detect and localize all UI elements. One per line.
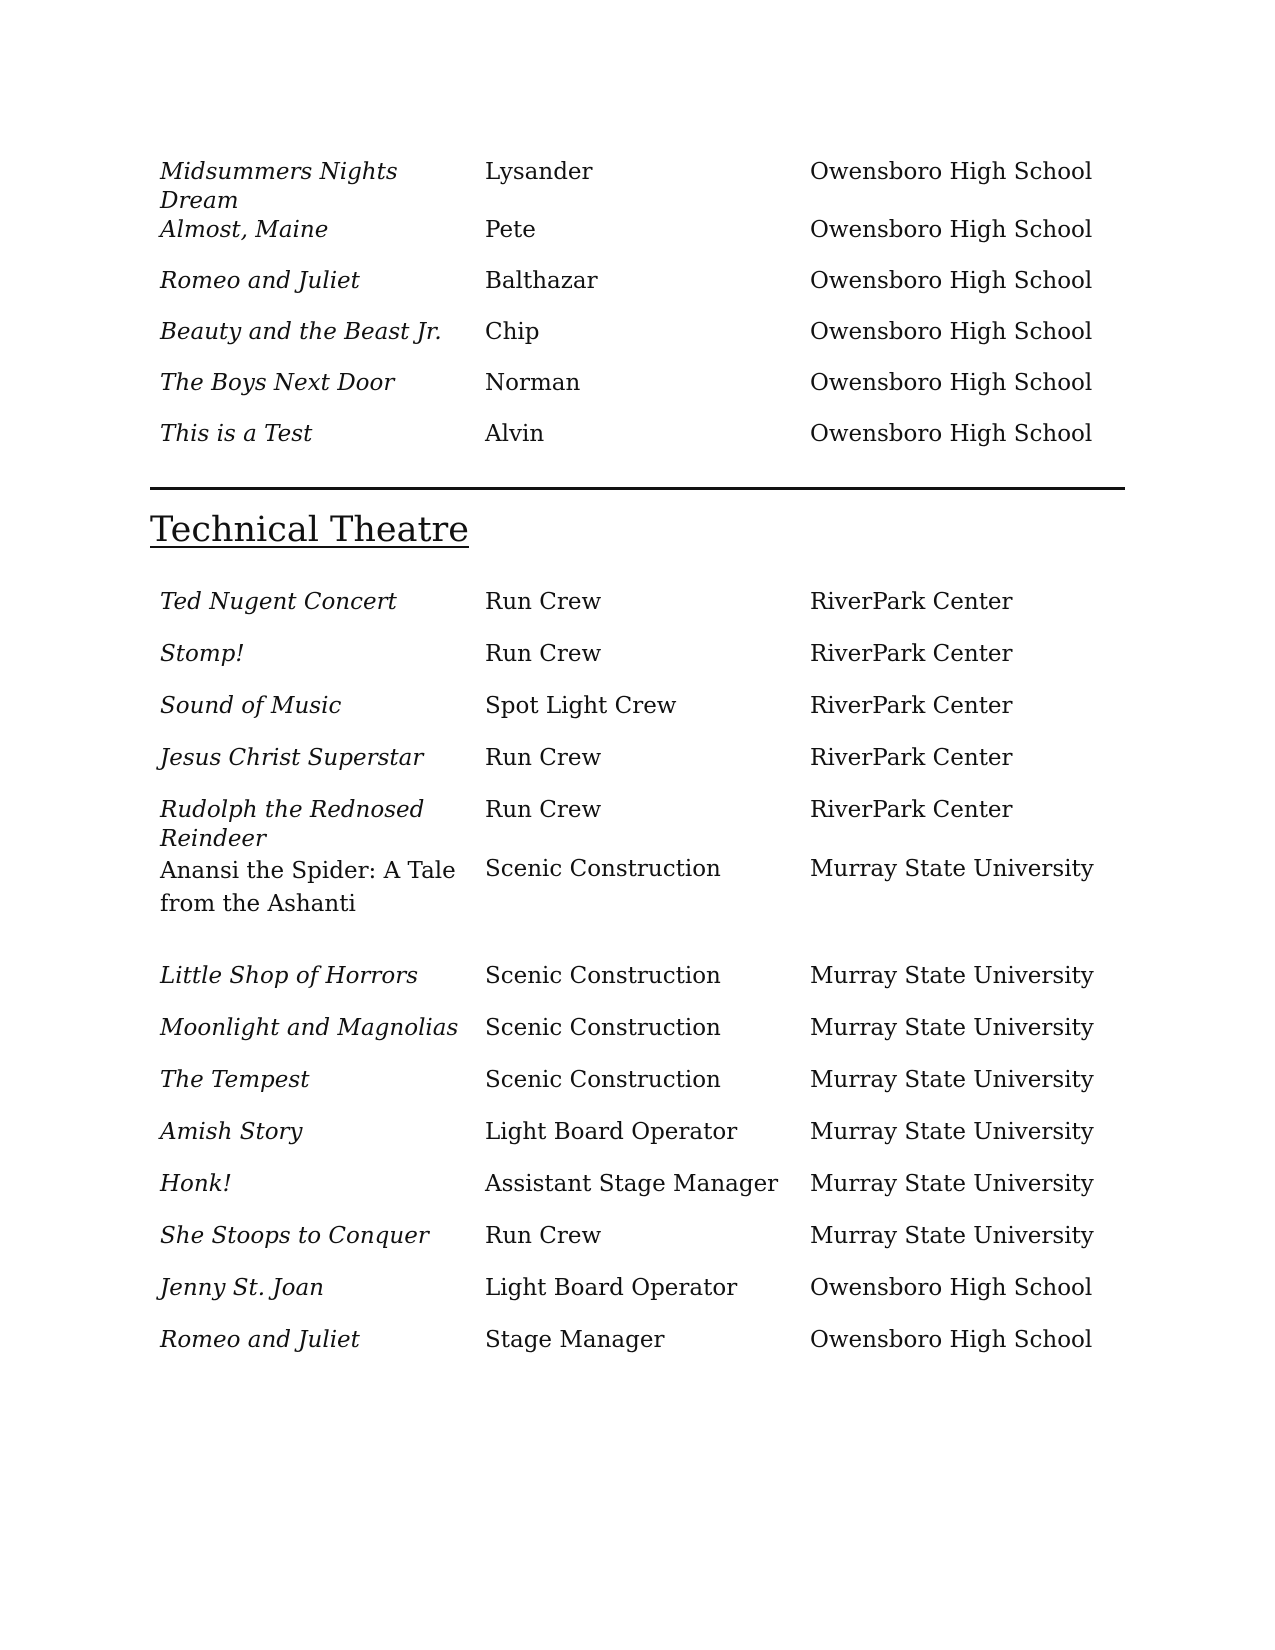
table-row (150, 744, 1125, 796)
section-heading: Technical Theatre (150, 510, 469, 550)
production-title: Midsummers Nights Dream (160, 159, 398, 214)
role: Alvin (485, 421, 545, 447)
production-title: Beauty and the Beast Jr. (160, 319, 442, 345)
venue: Murray State University (810, 1015, 1094, 1041)
venue: RiverPark Center (810, 641, 1013, 667)
production-title: The Boys Next Door (160, 370, 395, 396)
role: Run Crew (485, 641, 602, 667)
table-row (150, 216, 1125, 267)
table-row (150, 1170, 1125, 1222)
venue: Murray State University (810, 963, 1094, 989)
table-row (150, 369, 1125, 420)
venue: Murray State University (810, 1223, 1094, 1249)
venue: Murray State University (810, 1119, 1094, 1145)
table-row (150, 318, 1125, 369)
role: Norman (485, 370, 581, 396)
venue: Owensboro High School (810, 1327, 1093, 1353)
table-row (150, 692, 1125, 744)
role: Scenic Construction (485, 1015, 721, 1041)
venue: Murray State University (810, 1171, 1094, 1197)
venue: RiverPark Center (810, 797, 1013, 823)
role: Scenic Construction (485, 963, 721, 989)
production-title: Romeo and Juliet (160, 1327, 360, 1353)
table-row (150, 796, 1125, 855)
production-title: Little Shop of Horrors (160, 963, 419, 989)
role: Scenic Construction (485, 1067, 721, 1093)
venue: RiverPark Center (810, 745, 1013, 771)
table-row (150, 640, 1125, 692)
role: Run Crew (485, 797, 602, 823)
section-divider (150, 487, 1125, 490)
production-title: Romeo and Juliet (160, 268, 360, 294)
production-title: Sound of Music (160, 693, 342, 719)
production-title: Honk! (160, 1171, 232, 1197)
venue: Murray State University (810, 856, 1094, 882)
venue: RiverPark Center (810, 693, 1013, 719)
role: Light Board Operator (485, 1119, 738, 1145)
table-row (150, 1118, 1125, 1170)
table-row (150, 962, 1125, 1014)
production-title: Rudolph the Rednosed Reindeer (160, 797, 425, 852)
role: Stage Manager (485, 1327, 665, 1353)
production-title: This is a Test (160, 421, 313, 447)
table-row (150, 1326, 1125, 1378)
table-row (150, 420, 1125, 471)
role: Light Board Operator (485, 1275, 738, 1301)
venue: Owensboro High School (810, 370, 1093, 396)
production-title: Ted Nugent Concert (160, 589, 397, 615)
role: Scenic Construction (485, 856, 721, 882)
table-row (150, 1222, 1125, 1274)
venue: Owensboro High School (810, 319, 1093, 345)
production-title: She Stoops to Conquer (160, 1223, 429, 1249)
production-title: The Tempest (160, 1067, 310, 1093)
venue: Owensboro High School (810, 159, 1093, 185)
venue: Owensboro High School (810, 268, 1093, 294)
role: Assistant Stage Manager (485, 1171, 779, 1197)
table-row (150, 158, 1125, 216)
venue: RiverPark Center (810, 589, 1013, 615)
production-title: Jesus Christ Superstar (160, 745, 424, 771)
production-title: Almost, Maine (160, 217, 329, 243)
technical-credits-table (150, 588, 1125, 1378)
venue: Owensboro High School (810, 217, 1093, 243)
production-title: Amish Story (160, 1119, 303, 1145)
production-title: Jenny St. Joan (160, 1275, 324, 1301)
role: Balthazar (485, 268, 598, 294)
venue: Owensboro High School (810, 421, 1093, 447)
role: Run Crew (485, 589, 602, 615)
table-row (150, 1274, 1125, 1326)
venue: Murray State University (810, 1067, 1094, 1093)
table-row (150, 855, 1125, 962)
role: Spot Light Crew (485, 693, 677, 719)
acting-credits-table (150, 158, 1125, 471)
role: Chip (485, 319, 540, 345)
production-title: Moonlight and Magnolias (160, 1015, 459, 1041)
production-title: Stomp! (160, 641, 245, 667)
production-title: Anansi the Spider: A Tale from the Ashanti (160, 858, 456, 917)
venue: Owensboro High School (810, 1275, 1093, 1301)
role: Run Crew (485, 1223, 602, 1249)
role: Run Crew (485, 745, 602, 771)
table-row (150, 588, 1125, 640)
table-row (150, 1014, 1125, 1066)
table-row (150, 1066, 1125, 1118)
role: Pete (485, 217, 536, 243)
table-row (150, 267, 1125, 318)
role: Lysander (485, 159, 593, 185)
